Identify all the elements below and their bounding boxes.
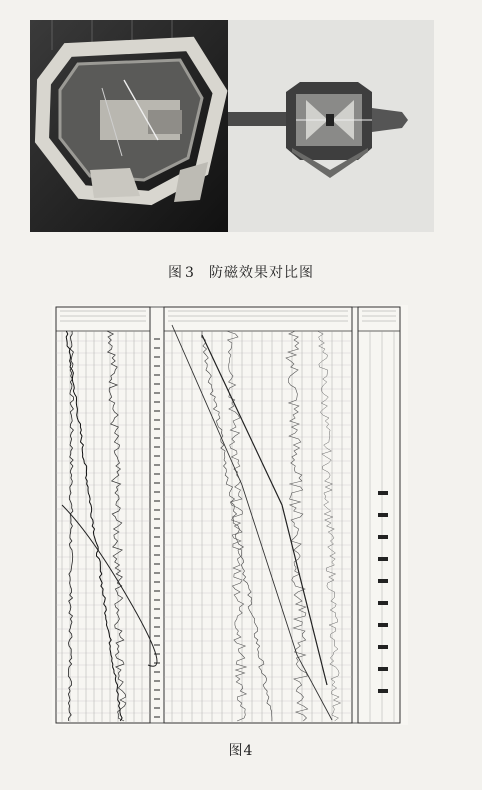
log-grid-lines bbox=[56, 331, 394, 723]
diagonal-trace bbox=[202, 335, 327, 685]
track-3-bar bbox=[378, 579, 388, 583]
figure-4-illustration bbox=[52, 305, 408, 725]
figure-3-caption-title: 防磁效果对比图 bbox=[208, 265, 314, 281]
figure-3-caption-label: 图 bbox=[168, 265, 184, 281]
figure-4-log-chart bbox=[52, 305, 408, 725]
figure-3-illustration bbox=[30, 20, 434, 232]
track-3-bar bbox=[378, 513, 388, 517]
track-3-bar bbox=[378, 601, 388, 605]
figure-3-photo bbox=[30, 20, 434, 232]
track-3-bar bbox=[378, 623, 388, 627]
figure-4-caption-label: 图 bbox=[228, 743, 244, 759]
log-curves bbox=[62, 325, 341, 721]
track-3-bar bbox=[378, 667, 388, 671]
log-curve bbox=[227, 331, 247, 721]
log-curve bbox=[286, 331, 308, 721]
figure-4-caption-number: 4 bbox=[243, 743, 254, 759]
track-3-bar bbox=[378, 491, 388, 495]
track-3-bar bbox=[378, 689, 388, 693]
log-depth-marks bbox=[154, 339, 388, 717]
track-3-bar bbox=[378, 645, 388, 649]
track-3-bar bbox=[378, 557, 388, 561]
log-track-frames bbox=[56, 307, 400, 723]
figure-3-caption-number: 3 bbox=[185, 265, 195, 281]
figure-4-caption bbox=[0, 740, 482, 760]
track-separator bbox=[352, 307, 358, 723]
figure-3-caption bbox=[0, 262, 482, 282]
log-curve bbox=[68, 331, 73, 721]
track-3-bar bbox=[378, 535, 388, 539]
